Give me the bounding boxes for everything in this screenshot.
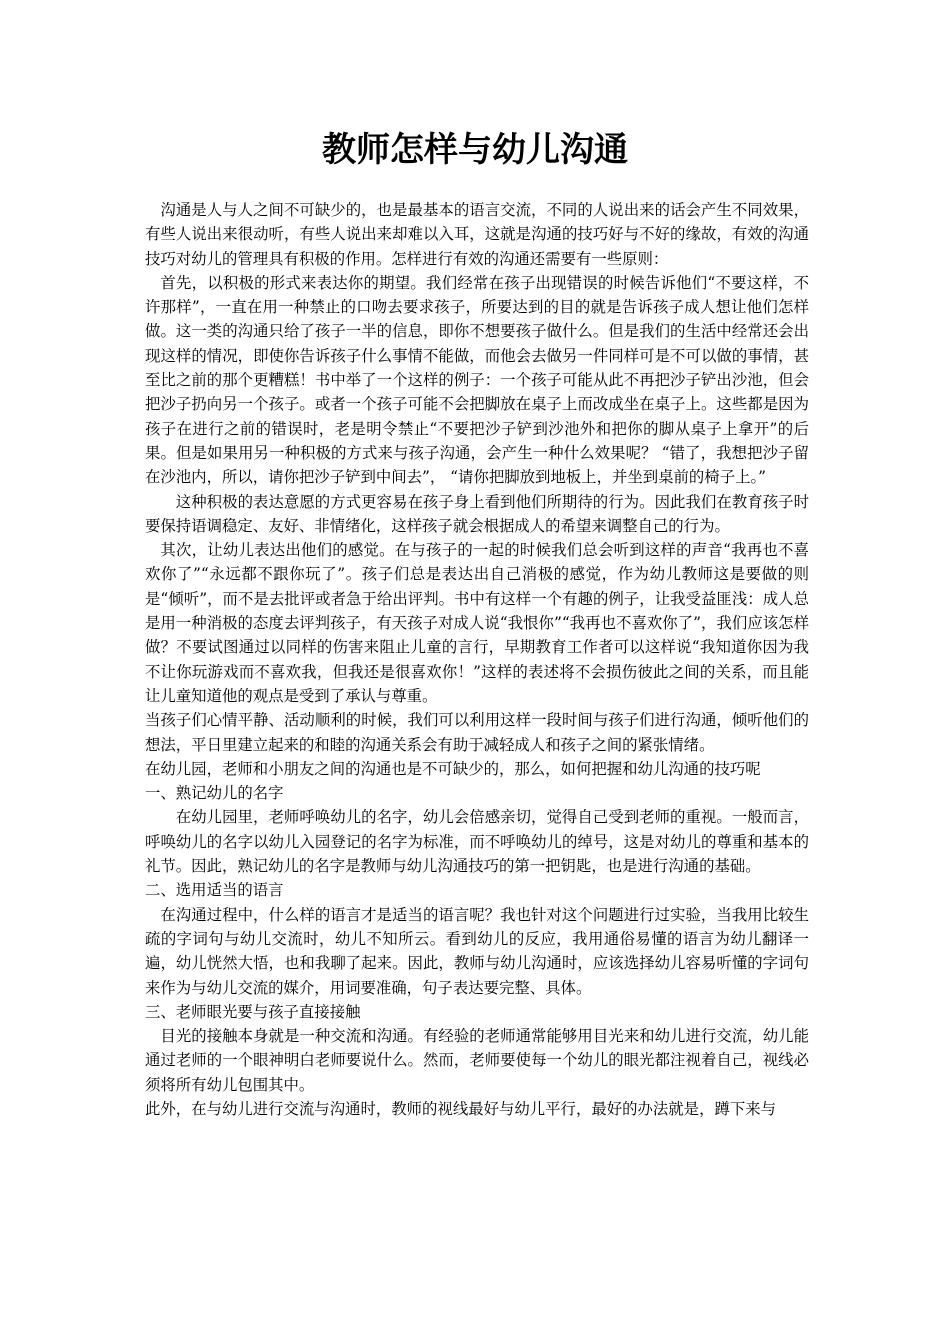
- paragraph-intro: 沟通是人与人之间不可缺少的，也是最基本的语言交流，不同的人说出来的话会产生不同效果，有些人说出来很动听，有些人说出来却难以入耳，这就是沟通的技巧好与不好的缘故，有效的沟通技巧对幼儿的管理具有积极的作用。怎样进行有效的沟通还需要有一些原则：: [145, 201, 809, 268]
- paragraph-additional: 此外，在与幼儿进行交流与沟通时，教师的视线最好与幼儿平行，最好的办法就是，蹲下来与: [145, 1099, 777, 1118]
- paragraph-kindergarten: 在幼儿园，老师和小朋友之间的沟通也是不可缺少的，那么，如何把握和幼儿沟通的技巧呢: [145, 759, 761, 778]
- section-heading-eye-contact: 三、老师眼光要与孩子直接接触: [145, 1002, 361, 1021]
- document-title: 教师怎样与幼儿沟通: [322, 130, 628, 170]
- paragraph-names: 在幼儿园里，老师呼唤幼儿的名字，幼儿会倍感亲切，觉得自己受到老师的重视。一般而言，呼唤幼儿的名字以幼儿入园登记的名字为标准，而不呼唤幼儿的绰号，这是对幼儿的尊重和基本的礼节。因此，熟记幼儿的名字是教师与幼儿沟通技巧的第一把钥匙，也是进行沟通的基础。: [145, 808, 809, 876]
- paragraph-eye-contact: 目光的接触本身就是一种交流和沟通。有经验的老师通常能够用目光来和幼儿进行交流，幼儿能通过老师的一个眼神明白老师要说什么。然而，老师要使每一个幼儿的眼光都注视着自己，视线必须将所有幼儿包围其中。: [145, 1027, 809, 1094]
- paragraph-second-principle: 其次，让幼儿表达出他们的感觉。在与孩子的一起的时候我们总会听到这样的声音“我再也不喜欢你了”“永远都不跟你玩了”。孩子们总是表达出自己消极的感觉，作为幼儿教师这是要做的则是“倾听”，而不是去批评或者急于给出评判。书中有这样一个有趣的例子，让我受益匪浅：成人总是用一种消极的态度去评判孩子，有天孩子对成人说“我恨你”“我再也不喜欢你了”，我们应该怎样做？不要试图通过以同样的伤害来阻止儿童的言行，早期教育工作者可以这样说“我知道你因为我不让你玩游戏而不喜欢我，但我还是很喜欢你！”这样的表述将不会损伤彼此之间的关系，而且能让儿童知道他的观点是受到了承认与尊重。: [145, 541, 809, 705]
- document-body: [145, 198, 809, 1121]
- paragraph-positive-expression: 这种积极的表达意愿的方式更容易在孩子身上看到他们所期待的行为。因此我们在教育孩子时要保持语调稳定、友好、非情绪化，这样孩子就会根据成人的希望来调整自己的行为。: [145, 492, 809, 535]
- paragraph-first-principle: 首先，以积极的形式来表达你的期望。我们经常在孩子出现错误的时候告诉他们“不要这样，不许那样”，一直在用一种禁止的口吻去要求孩子，所要达到的目的就是告诉孩子成人想让他们怎样做。这一类的沟通只给了孩子一半的信息，即你不想要孩子做什么。但是我们的生活中经常还会出现这样的情况，即使你告诉孩子什么事情不能做，而他会去做另一件同样可是不可以做的事情，甚至比之前的那个更糟糕！书中举了一个这样的例子：一个孩子可能从此不再把沙子铲出沙池，但会把沙子扔向另一个孩子。或者一个孩子可能不会把脚放在桌子上而改成坐在桌子上。这些都是因为孩子在进行之前的错误时，老是明令禁止“不要把沙子铲到沙池外和把你的脚从桌子上拿开”的后果。但是如果用另一种积极的方式来与孩子沟通，会产生一种什么效果呢？ “错了，我想把沙子留在沙池内，所以，请你把沙子铲到中间去”， “请你把脚放到地板上，并坐到桌前的椅子上。”: [145, 273, 809, 487]
- section-heading-language: 二、选用适当的语言: [145, 881, 284, 900]
- paragraph-calm-time: 当孩子们心情平静、活动顺利的时候，我们可以利用这样一段时间与孩子们进行沟通，倾听他们的想法，平日里建立起来的和睦的沟通关系会有助于减轻成人和孩子之间的紧张情绪。: [145, 711, 809, 754]
- paragraph-language: 在沟通过程中，什么样的语言才是适当的语言呢？我也针对这个问题进行过实验，当我用比较生疏的字词句与幼儿交流时，幼儿不知所云。看到幼儿的反应，我用通俗易懂的语言为幼儿翻译一遍，幼儿恍然大悟，也和我聊了起来。因此，教师与幼儿沟通时，应该选择幼儿容易听懂的字词句来作为与幼儿交流的媒介，用词要准确，句子表达要完整、具体。: [145, 905, 809, 997]
- section-heading-names: 一、熟记幼儿的名字: [145, 784, 284, 803]
